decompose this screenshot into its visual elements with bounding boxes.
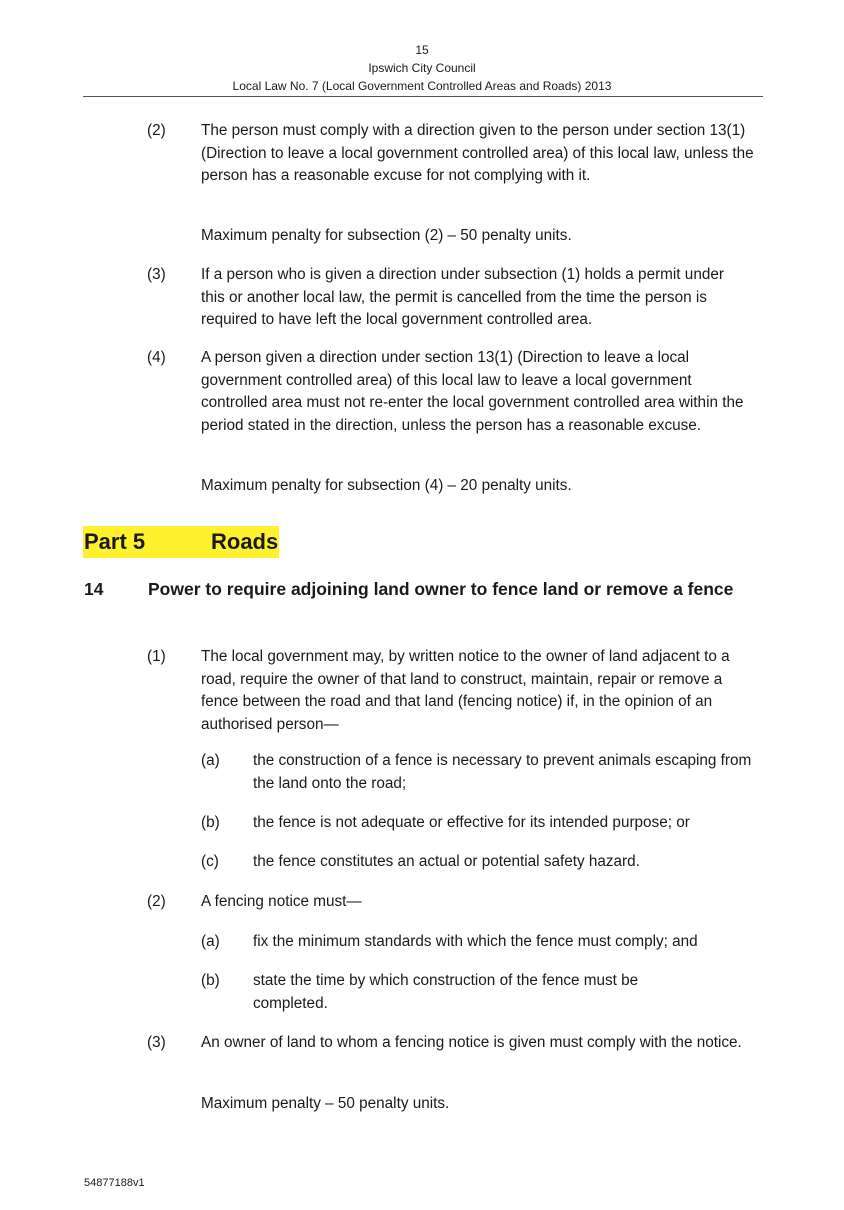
paragraph-text: state the time by which construction of the fence must be completed.	[253, 972, 639, 1012]
penalty-text: Maximum penalty for subsection (4) – 20 penalty units.	[201, 477, 572, 494]
paragraph-text: the fence constitutes an actual or potential safety hazard.	[253, 853, 640, 870]
paragraph-letter: (b)	[201, 972, 220, 989]
subsection-number: (2)	[147, 122, 166, 139]
part-heading	[83, 526, 279, 558]
section-number: 14	[84, 579, 104, 599]
subsection-text: If a person who is given a direction under subsection (1) holds a permit under this or another local law, the permit is cancelled from the time the person is required to have left the local government controlled area.	[201, 266, 724, 328]
header-rule	[83, 96, 763, 97]
penalty-text: Maximum penalty for subsection (2) – 50 penalty units.	[201, 227, 572, 244]
header-council: Ipswich City Council	[368, 61, 476, 75]
paragraph-letter: (b)	[201, 814, 220, 831]
section-title: Power to require adjoining land owner to fence land or remove a fence	[148, 579, 734, 599]
subsection-text: A fencing notice must—	[201, 893, 362, 910]
part-label: Part 5	[84, 529, 146, 554]
paragraph-text: fix the minimum standards with which the fence must comply; and	[253, 933, 698, 950]
paragraph-text: the construction of a fence is necessary to prevent animals escaping from the land onto the road;	[253, 752, 752, 792]
subsection-text: An owner of land to whom a fencing notice is given must comply with the notice.	[201, 1034, 742, 1051]
subsection-number: (3)	[147, 266, 166, 283]
paragraph-text: the fence is not adequate or effective for its intended purpose; or	[253, 814, 690, 831]
subsection-number: (3)	[147, 1034, 166, 1051]
subsection-text: The person must comply with a direction given to the person under section 13(1) (Direction to leave a local government controlled area) of this local law, unless the person has a reasonable excuse for not complying with it.	[201, 122, 754, 184]
subsection-number: (4)	[147, 349, 166, 366]
document-id: 54877188v1	[84, 1177, 145, 1189]
header-law-title: Local Law No. 7 (Local Government Controlled Areas and Roads) 2013	[232, 79, 612, 93]
paragraph-letter: (a)	[201, 933, 220, 950]
penalty-text: Maximum penalty – 50 penalty units.	[201, 1095, 450, 1112]
subsection-number: (1)	[147, 648, 166, 665]
subsection-text: A person given a direction under section 13(1) (Direction to leave a local government controlled area) of this local law to leave a local government controlled area must not re-enter the local government controlled area within the period stated in the direction, unless the person has a reasonable excuse.	[201, 349, 744, 434]
page-number: 15	[415, 43, 429, 57]
part-title: Roads	[211, 529, 279, 554]
paragraph-letter: (c)	[201, 853, 219, 870]
subsection-text: The local government may, by written notice to the owner of land adjacent to a road, require the owner of that land to construct, maintain, repair or remove a fence between the road and that land (fencing notice) if, in the opinion of an authorised person—	[201, 648, 730, 733]
subsection-number: (2)	[147, 893, 166, 910]
paragraph-letter: (a)	[201, 752, 220, 769]
